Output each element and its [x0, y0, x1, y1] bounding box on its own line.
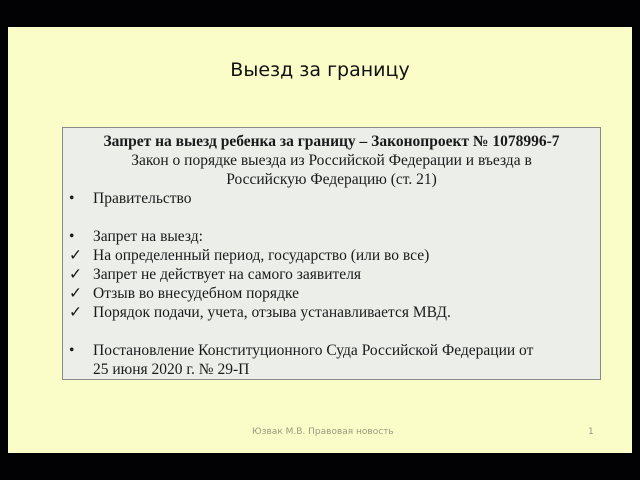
list-item: • Запрет на выезд: [69, 228, 203, 245]
slide-title: Выезд за границу [230, 59, 410, 81]
footer-author: Юзвак М.В. Правовая новость [252, 427, 394, 437]
list-item-continuation: 25 июня 2020 г. № 29-П [93, 361, 250, 378]
slide [8, 27, 632, 453]
bullet-icon: • [69, 190, 75, 207]
checkmark-icon: ✓ [69, 266, 82, 283]
list-item: ✓ На определенный период, государство (или во все) [69, 247, 430, 264]
checkmark-icon: ✓ [69, 304, 82, 321]
checkmark-icon: ✓ [69, 285, 82, 302]
header-line-3: Российскую Федерацию (ст. 21) [226, 171, 437, 188]
list-item: ✓ Запрет не действует на самого заявителя [69, 266, 362, 283]
bullet-icon: • [69, 228, 75, 245]
bullet-icon: • [69, 342, 75, 359]
page-number: 1 [588, 427, 594, 437]
checkmark-icon: ✓ [69, 247, 82, 264]
header-bold: Запрет на выезд ребенка за границу – Законопроект № 1078996-7 [103, 133, 560, 150]
box-header [63, 128, 600, 189]
list-item: • Правительство [69, 190, 192, 207]
header-line-2: Закон о порядке выезда из Российской Федерации и въезда в [131, 152, 532, 169]
list-item: ✓ Порядок подачи, учета, отзыва устанавливается МВД. [69, 304, 451, 321]
list-item: ✓ Отзыв во внесудебном порядке [69, 285, 299, 302]
list-item: • Постановление Конституционного Суда Российской Федерации от [69, 342, 534, 359]
content-box [62, 127, 601, 380]
